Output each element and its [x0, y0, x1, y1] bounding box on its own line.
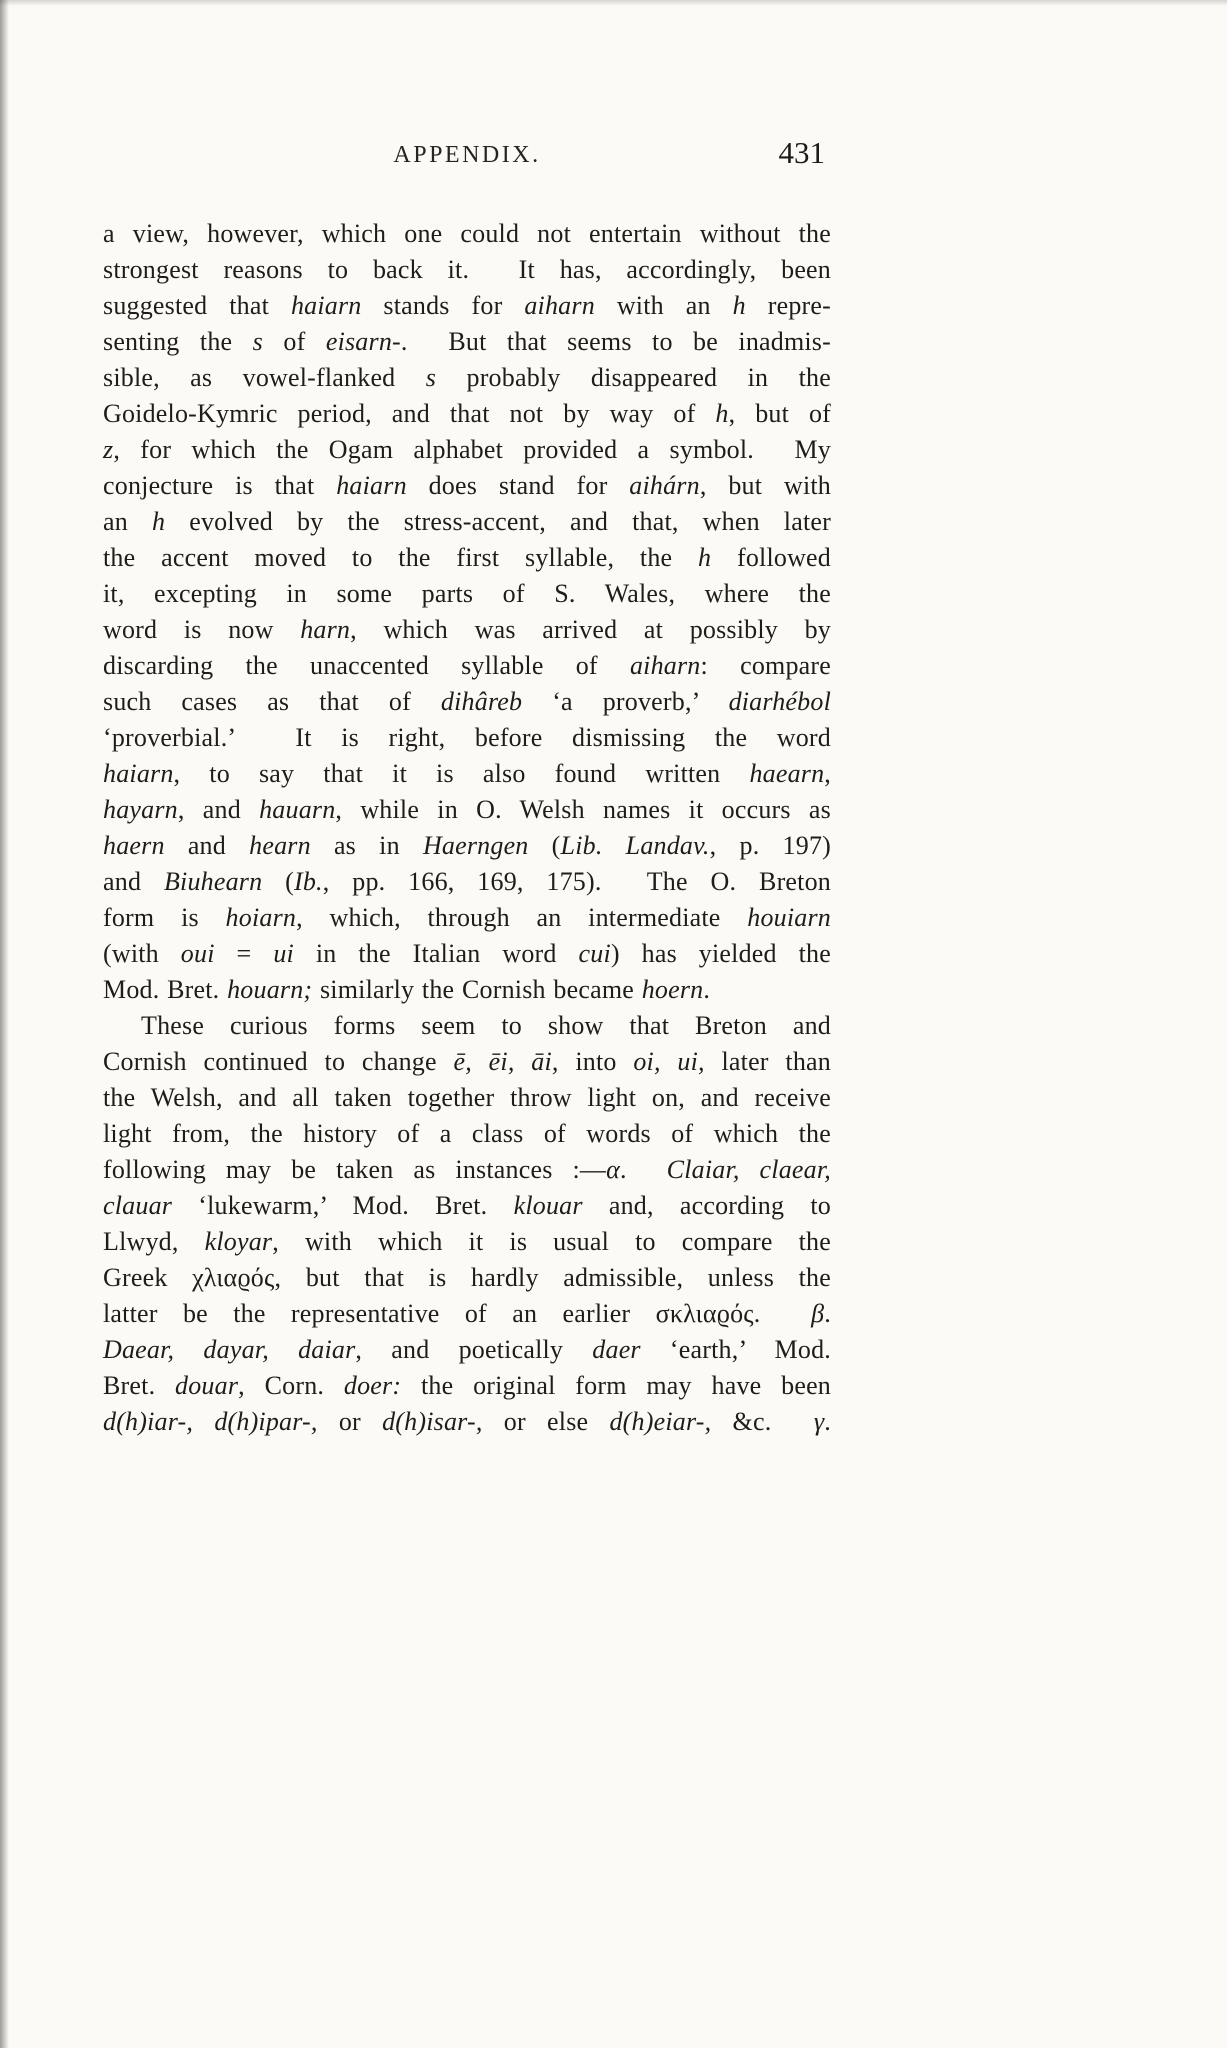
running-title: APPENDIX. [393, 142, 541, 168]
text-line: word is now harn, which was arrived at possibly by [103, 615, 832, 644]
page-number: 431 [778, 135, 825, 170]
text-line: suggested that haiarn stands for aiharn with an h repre- [103, 291, 831, 320]
text-line: haern and hearn as in Haerngen (Lib. Landav., p. 197) [103, 831, 831, 860]
text-line: z, for which the Ogam alphabet provided a symbol. My [103, 435, 831, 464]
text-line: following may be taken as instances :—α. Claiar, claear, [103, 1155, 831, 1184]
text-line: haiarn, to say that it is also found written haearn, [103, 759, 831, 788]
text-line: sible, as vowel-flanked s probably disappeared in the [103, 363, 832, 392]
text-line: Mod. Bret. houarn; similarly the Cornish became hoern. [103, 975, 711, 1004]
text-line: Cornish continued to change ē, ēi, āi, into oi, ui, later than [103, 1047, 831, 1076]
text-line: and Biuhearn (Ib., pp. 166, 169, 175). The O. Breton [103, 867, 831, 896]
page-content [103, 135, 832, 1440]
text-line: light from, the history of a class of words of which the [103, 1119, 831, 1148]
text-line: the Welsh, and all taken together throw light on, and receive [103, 1083, 831, 1112]
paragraph [103, 216, 831, 1008]
text-line: Greek χλιαϱός, but that is hardly admissible, unless the [103, 1263, 831, 1292]
paragraph [103, 1008, 831, 1440]
text-line: form is hoiarn, which, through an intermediate houiarn [103, 903, 831, 932]
text-line: it, excepting in some parts of S. Wales, where the [103, 579, 831, 608]
text-line: Llwyd, kloyar, with which it is usual to compare the [103, 1227, 831, 1256]
text-line: ‘proverbial.’ It is right, before dismissing the word [103, 723, 831, 752]
text-line: latter be the representative of an earlier σκλιαϱός. β. [103, 1299, 831, 1328]
text-line: clauar ‘lukewarm,’ Mod. Bret. klouar and, according to [103, 1191, 831, 1220]
text-line: strongest reasons to back it. It has, accordingly, been [103, 255, 831, 284]
text-line: hayarn, and hauarn, while in O. Welsh names it occurs as [103, 795, 831, 824]
text-line: such cases as that of dihâreb ‘a proverb,’ diarhébol [103, 687, 831, 716]
text-line: (with oui = ui in the Italian word cui) has yielded the [103, 939, 832, 968]
text-line: senting the s of eisarn-. But that seems to be inadmis- [103, 327, 831, 356]
text-line: a view, however, which one could not entertain without the [103, 219, 831, 248]
text-line: d(h)iar-, d(h)ipar-, or d(h)isar-, or else d(h)eiar-, &c. γ. [103, 1407, 831, 1436]
body-text [103, 216, 831, 1440]
text-line: discarding the unaccented syllable of aiharn: compare [103, 651, 831, 680]
text-line: Goidelo-Kymric period, and that not by way of h, but of [103, 399, 831, 428]
text-line: Bret. douar, Corn. doer: the original form may have been [103, 1371, 832, 1400]
running-head [103, 135, 831, 176]
text-line: These curious forms seem to show that Breton and [141, 1011, 831, 1040]
text-line: conjecture is that haiarn does stand for aihárn, but with [103, 471, 831, 500]
text-line: the accent moved to the first syllable, the h followed [103, 543, 831, 572]
text-line: Daear, dayar, daiar, and poetically daer ‘earth,’ Mod. [103, 1335, 831, 1364]
text-line: an h evolved by the stress-accent, and that, when later [103, 507, 831, 536]
